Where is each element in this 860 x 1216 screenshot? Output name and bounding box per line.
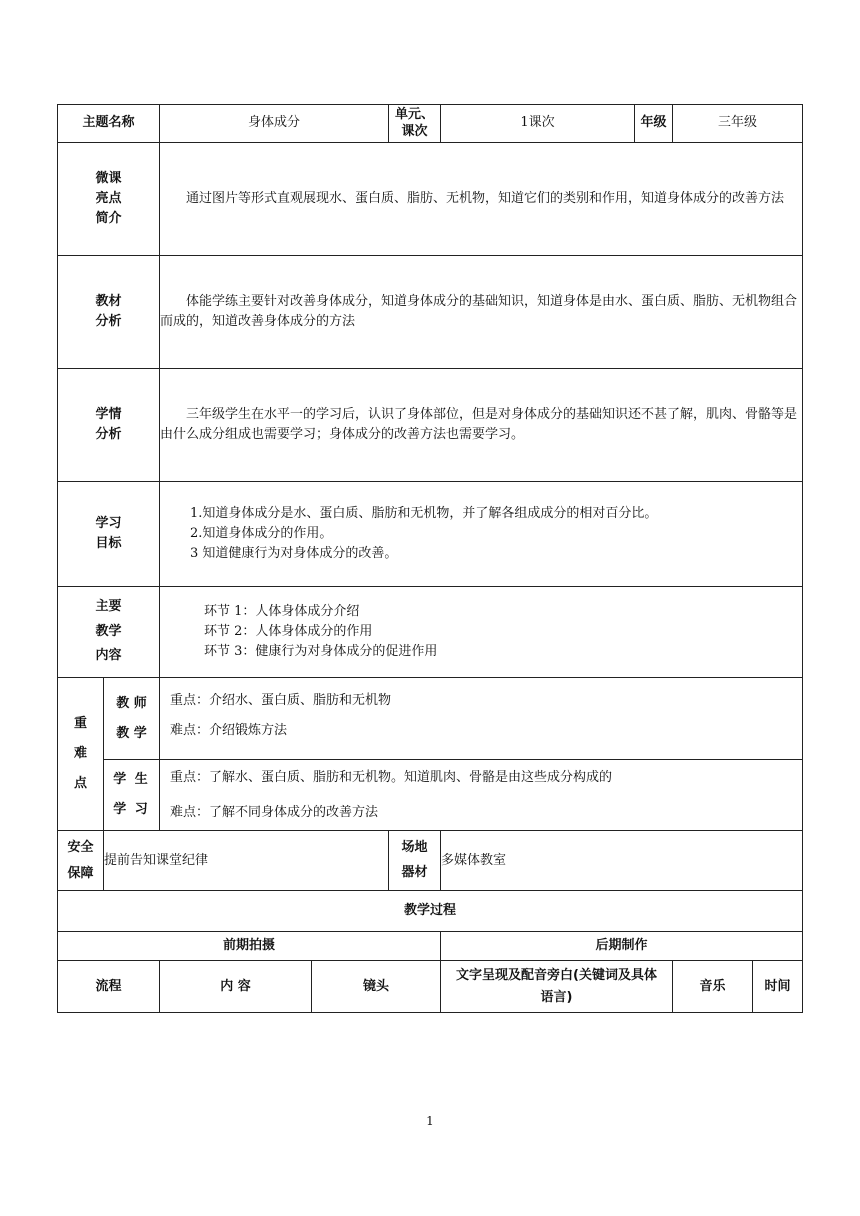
- material-row: [58, 256, 803, 369]
- keypoints-label: 重 难 点: [58, 678, 104, 831]
- goals-label: 学习 目标: [58, 482, 160, 587]
- header-row: [58, 105, 803, 143]
- material-label: 教材 分析: [58, 256, 160, 369]
- intro-label: 微课 亮点 简介: [58, 143, 160, 256]
- step-item: 环节 1：人体身体成分介绍: [204, 603, 360, 619]
- content-column-header: 内 容: [160, 961, 312, 1013]
- topic-value: 身体成分: [160, 105, 389, 143]
- teacher-label: 教 师 教 学: [104, 678, 160, 760]
- student-analysis-text: 三年级学生在水平一的学习后，认识了身体部位，但是对身体成分的基础知识还不甚了解，肌肉、骨骼等是由什么成分组成也需要学习；身体成分的改善方法也需要学习。: [160, 369, 803, 482]
- music-column-header: 音乐: [673, 961, 753, 1013]
- intro-row: [58, 143, 803, 256]
- unit-label: 单元、课次: [389, 105, 441, 143]
- safety-row: [58, 831, 803, 891]
- content-label: 主要 教学 内容: [58, 587, 160, 678]
- content-steps: [160, 587, 803, 678]
- unit-value: 1课次: [441, 105, 635, 143]
- venue-label: 场地 器材: [389, 831, 441, 891]
- student-label: 学 生 学 习: [104, 760, 160, 831]
- student-key-point: 重点：了解水、蛋白质、脂肪和无机物。知道肌肉、骨骼是由这些成分构成的: [170, 770, 613, 785]
- step-item: 环节 3：健康行为对身体成分的促进作用: [204, 644, 438, 660]
- process-title-row: [58, 891, 803, 932]
- page-number: 1: [426, 1114, 434, 1128]
- goal-item: 1.知道身体成分是水、蛋白质、脂肪和无机物，并了解各组成成分的相对百分比。: [190, 505, 658, 521]
- student-points: [160, 760, 803, 831]
- lesson-plan-table: [57, 104, 803, 1013]
- safety-label: 安全 保障: [58, 831, 104, 891]
- student-analysis-row: [58, 369, 803, 482]
- goals-list: [160, 482, 803, 587]
- keypoints-teacher-row: [58, 678, 803, 760]
- student-analysis-label: 学情 分析: [58, 369, 160, 482]
- post-production-label: 后期制作: [441, 932, 803, 961]
- intro-text: 通过图片等形式直观展现水、蛋白质、脂肪、无机物，知道它们的类别和作用，知道身体成分的改善方法: [160, 143, 803, 256]
- content-row: [58, 587, 803, 678]
- topic-label: 主题名称: [58, 105, 160, 143]
- flow-column-header: 流程: [58, 961, 160, 1013]
- pre-shoot-label: 前期拍摄: [58, 932, 441, 961]
- narration-column-header: 文字呈现及配音旁白(关键词及具体 语言): [441, 961, 673, 1013]
- venue-value: 多媒体教室: [441, 831, 803, 891]
- process-columns-row: [58, 961, 803, 1013]
- process-title: 教学过程: [58, 891, 803, 932]
- goals-row: [58, 482, 803, 587]
- safety-value: 提前告知课堂纪律: [104, 831, 389, 891]
- teacher-key-point: 重点：介绍水、蛋白质、脂肪和无机物: [170, 693, 392, 708]
- student-difficulty: 难点：了解不同身体成分的改善方法: [170, 805, 379, 821]
- grade-value: 三年级: [673, 105, 803, 143]
- teacher-points: [160, 678, 803, 760]
- process-phase-row: [58, 932, 803, 961]
- goal-item: 2.知道身体成分的作用。: [190, 525, 333, 541]
- teacher-difficulty: 难点：介绍锻炼方法: [170, 722, 288, 738]
- keypoints-student-row: [58, 760, 803, 831]
- goal-item: 3 知道健康行为对身体成分的改善。: [190, 546, 398, 562]
- step-item: 环节 2：人体身体成分的作用: [204, 623, 373, 639]
- time-column-header: 时间: [753, 961, 803, 1013]
- lens-column-header: 镜头: [312, 961, 441, 1013]
- material-text: 体能学练主要针对改善身体成分，知道身体成分的基础知识，知道身体是由水、蛋白质、脂肪、无机物组合而成的，知道改善身体成分的方法: [160, 256, 803, 369]
- grade-label: 年级: [635, 105, 673, 143]
